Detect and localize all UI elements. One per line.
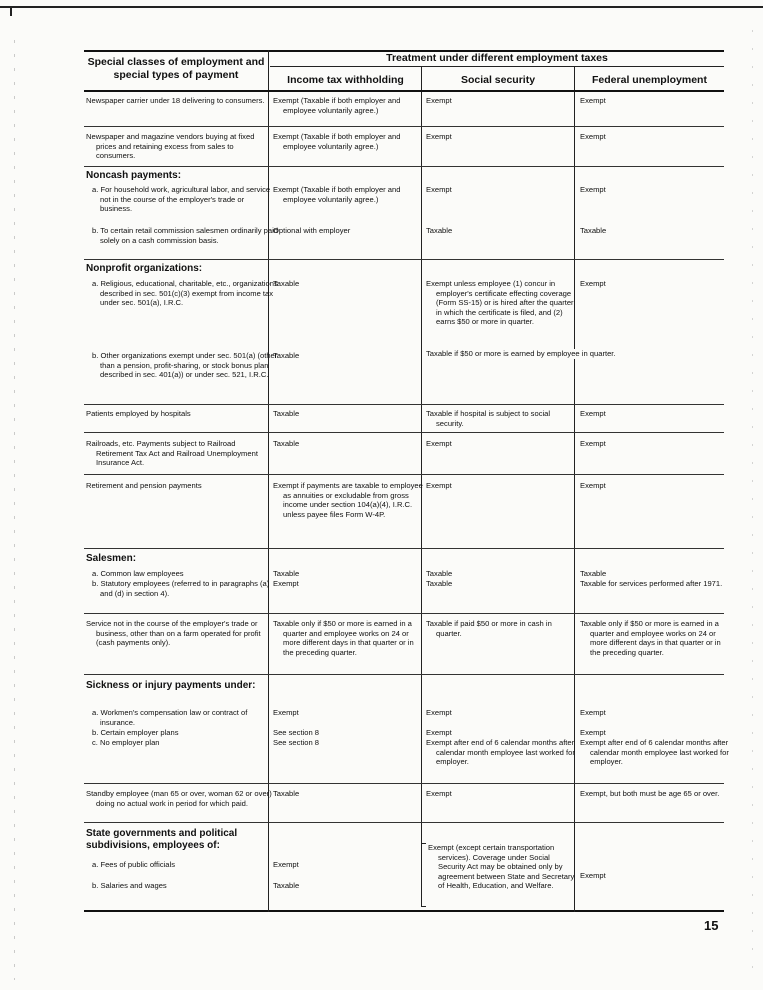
row-railroads-income: Taxable: [273, 439, 300, 448]
row-salesmen-a-income: Taxable: [273, 569, 300, 578]
row-state-b-income: Taxable: [273, 881, 300, 890]
row-divider: [84, 126, 724, 127]
row-noncash-b-label: b. To certain retail commission salesmen ordinarily paid solely on a cash commission basis.: [92, 226, 278, 245]
row-salesmen-b-label: b. Statutory employees (referred to in paragraphs (a) and (d) in section 4).: [92, 579, 270, 598]
row-divider: [84, 259, 724, 260]
row-retirement-label: Retirement and pension payments: [86, 481, 202, 490]
row-sickness-b-label: b. Certain employer plans: [92, 728, 179, 737]
corner-tick: [10, 6, 12, 16]
row-newspaper-carrier-income: Exempt (Taxable if both employer and employee voluntarily agree.): [273, 96, 401, 115]
top-rule: [0, 6, 763, 8]
row-nonprofit-b-income: Taxable: [273, 351, 300, 360]
row-sickness-c-label: c. No employer plan: [92, 738, 160, 747]
row-railroads-federal: Exempt: [580, 439, 606, 448]
row-nonprofit-a-federal: Exempt: [580, 279, 606, 288]
row-state-social: Exempt (except certain transportation services). Coverage under Social Security Act may be obtained only by agreement between State and Secretary of Health, Education, and Welfare.: [428, 843, 575, 891]
row-salesmen-a-label: a. Common law employees: [92, 569, 184, 578]
row-noncash-b-social: Taxable: [426, 226, 453, 235]
row-nonprofit-a-label: a. Religious, educational, charitable, etc., organizations described in sec. 501(c)(3) exempt from income tax under sec. 501(a), I.R.C.: [92, 279, 278, 308]
row-divider: [84, 613, 724, 614]
row-standby-social: Exempt: [426, 789, 452, 798]
row-standby-income: Taxable: [273, 789, 300, 798]
header-bottom-rule: [84, 90, 724, 92]
brace-bracket: [421, 843, 426, 907]
row-state-a-income: Exempt: [273, 860, 299, 869]
row-salesmen-b-social: Taxable: [426, 579, 453, 588]
row-sickness-a-label: a. Workmen's compensation law or contract of insurance.: [92, 708, 248, 727]
row-sickness-a-social: Exempt: [426, 708, 452, 717]
row-state-a-label: a. Fees of public officials: [92, 860, 176, 869]
row-vendors-federal: Exempt: [580, 132, 606, 141]
header-federal-unemployment: Federal unemployment: [592, 74, 707, 86]
row-newspaper-carrier-federal: Exempt: [580, 96, 606, 105]
section-noncash-title: Noncash payments:: [86, 170, 182, 181]
row-noncash-a-social: Exempt: [426, 185, 452, 194]
row-sickness-a-income: Exempt: [273, 708, 299, 717]
row-nonprofit-b-label: b. Other organizations exempt under sec. 501(a) (other than a pension, profit-sharing, or stock bonus plan described in sec. 401(a)) or under sec. 521, I.R.C.: [92, 351, 278, 380]
row-noncash-a-federal: Exempt: [580, 185, 606, 194]
row-divider: [84, 404, 724, 405]
row-railroads-label: Railroads, etc. Payments subject to Railroad Retirement Tax Act and Railroad Unemployment Insurance Act.: [86, 439, 258, 468]
row-nonprofit-a-income: Taxable: [273, 279, 300, 288]
row-sickness-b-social: Exempt: [426, 728, 452, 737]
row-noncash-b-income: Optional with employer: [273, 226, 351, 235]
row-sickness-c-social: Exempt after end of 6 calendar months after calendar month employee last worked for employer.: [426, 738, 575, 767]
scan-edge-left: [14, 40, 15, 980]
row-service-income: Taxable only if $50 or more is earned in a quarter and employee works on 24 or more different days in that quarter or in the preceding quarter.: [273, 619, 414, 657]
page-number: 15: [704, 918, 719, 933]
row-divider: [84, 432, 724, 433]
row-sickness-b-federal: Exempt: [580, 728, 606, 737]
row-noncash-a-label: a. For household work, agricultural labor, and service not in the course of the employer's trade or business.: [92, 185, 271, 214]
section-nonprofit-title: Nonprofit organizations:: [86, 263, 203, 274]
row-service-federal: Taxable only if $50 or more is earned in a quarter and employee works on 24 or more different days in that quarter or in the preceding quarter.: [580, 619, 721, 657]
header-treatment: Treatment under different employment taxes: [386, 52, 608, 64]
row-railroads-social: Exempt: [426, 439, 452, 448]
header-special-classes: Special classes of employment and special types of payment: [87, 56, 265, 81]
row-vendors-social: Exempt: [426, 132, 452, 141]
row-patients-income: Taxable: [273, 409, 300, 418]
row-vendors-income: Exempt (Taxable if both employer and employee voluntarily agree.): [273, 132, 401, 151]
row-salesmen-b-income: Exempt: [273, 579, 299, 588]
row-nonprofit-b-social: Taxable if $50 or more is earned by employee in quarter.: [426, 349, 722, 359]
row-sickness-c-income: See section 8: [273, 738, 320, 747]
header-social-security: Social security: [460, 74, 536, 86]
row-retirement-social: Exempt: [426, 481, 452, 490]
scan-edge-right: [752, 30, 753, 980]
row-patients-social: Taxable if hospital is subject to social security.: [426, 409, 551, 428]
row-patients-label: Patients employed by hospitals: [86, 409, 191, 418]
row-service-social: Taxable if paid $50 or more in cash in quarter.: [426, 619, 552, 638]
header-income-tax: Income tax withholding: [287, 74, 404, 86]
row-sickness-c-federal: Exempt after end of 6 calendar months after calendar month employee last worked for employer.: [580, 738, 729, 767]
row-divider: [84, 474, 724, 475]
row-patients-federal: Exempt: [580, 409, 606, 418]
row-sickness-b-income: See section 8: [273, 728, 320, 737]
row-retirement-income: Exempt if payments are taxable to employee as annuities or excludable from gross income under section 104(a)(4), I.R.C. unless payee files Form W-4P.: [273, 481, 423, 519]
row-salesmen-a-federal: Taxable: [580, 569, 607, 578]
row-salesmen-b-federal: Taxable for services performed after 1971.: [580, 579, 723, 588]
row-divider: [84, 783, 724, 784]
row-sickness-a-federal: Exempt: [580, 708, 606, 717]
row-newspaper-carrier-social: Exempt: [426, 96, 452, 105]
column-divider: [574, 67, 575, 912]
row-state-b-label: b. Salaries and wages: [92, 881, 167, 890]
row-divider: [84, 674, 724, 675]
row-divider: [84, 548, 724, 549]
row-noncash-a-income: Exempt (Taxable if both employer and employee voluntarily agree.): [273, 185, 401, 204]
row-standby-label: Standby employee (man 65 or over, woman 62 or over) doing no actual work in period for which paid.: [86, 789, 272, 808]
row-divider: [84, 166, 724, 167]
section-sickness-title: Sickness or injury payments under:: [86, 680, 256, 691]
row-noncash-b-federal: Taxable: [580, 226, 607, 235]
row-service-label: Service not in the course of the employer's trade or business, other than on a farm operated for profit (cash payments only).: [86, 619, 261, 648]
row-divider: [84, 822, 724, 823]
row-salesmen-a-social: Taxable: [426, 569, 453, 578]
row-newspaper-carrier-label: Newspaper carrier under 18 delivering to consumers.: [86, 96, 265, 105]
row-vendors-label: Newspaper and magazine vendors buying at fixed prices and retaining excess from sales to consumers.: [86, 132, 255, 161]
section-salesmen-title: Salesmen:: [86, 553, 137, 564]
row-standby-federal: Exempt, but both must be age 65 or over.: [580, 789, 720, 798]
column-divider: [421, 67, 422, 843]
section-state-title: State governments and political subdivisions, employees of:: [86, 828, 238, 851]
row-nonprofit-a-social: Exempt unless employee (1) concur in employer's certificate effecting coverage (Form SS-15) or is hired after the quarter in which the certificate is filed, and (2) earns $50 or more in quarter.: [426, 279, 574, 327]
row-retirement-federal: Exempt: [580, 481, 606, 490]
header-separator: [270, 66, 724, 67]
row-state-federal: Exempt: [580, 871, 606, 880]
